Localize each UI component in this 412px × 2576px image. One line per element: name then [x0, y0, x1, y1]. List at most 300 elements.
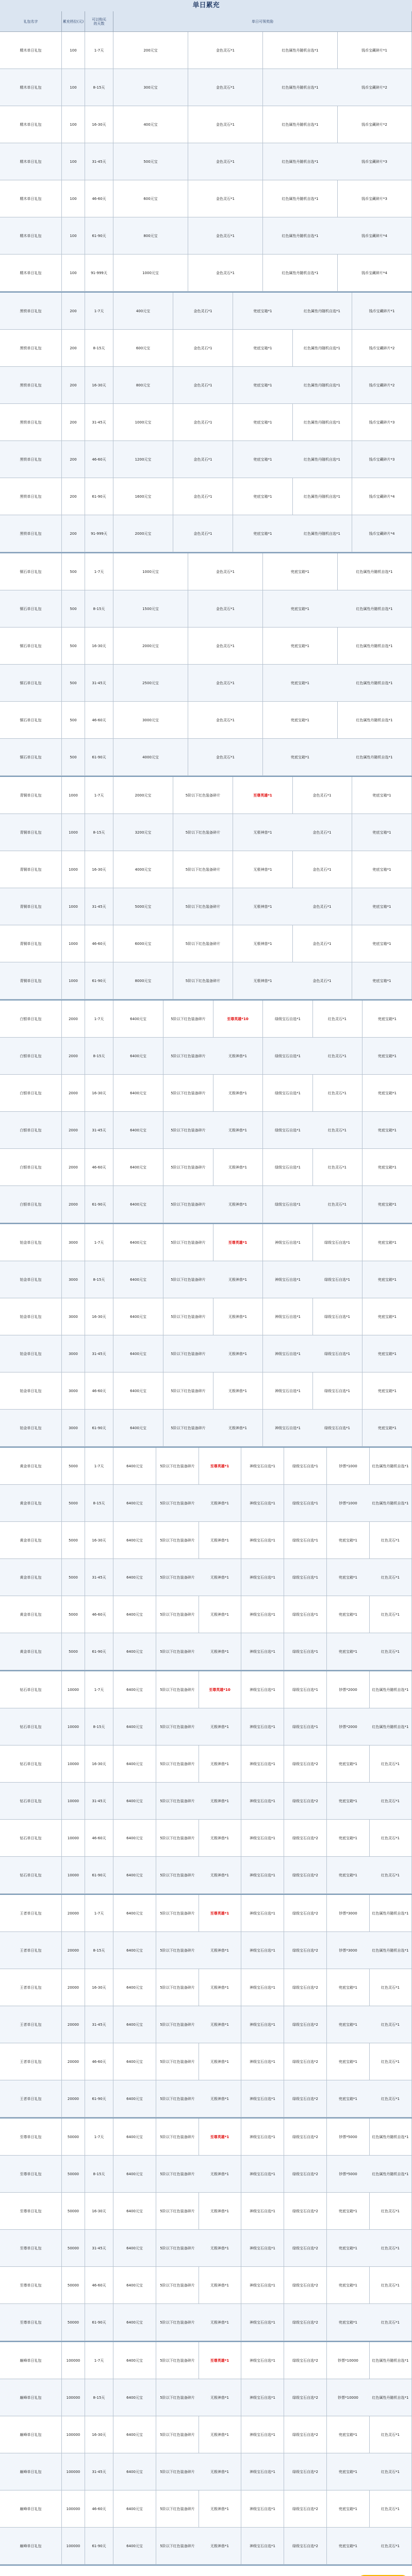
pack-amount: 500 [62, 553, 85, 590]
reward-item: 兜底宝箱*1 [233, 330, 293, 367]
reward-item: 神级宝石自选*1 [241, 2043, 284, 2080]
reward-item: 5阶以下红色装备碎片 [163, 1298, 213, 1335]
reward-item: 神级宝石自选*1 [263, 1335, 313, 1372]
reward-item: 5阶以下红色装备碎片 [156, 2490, 199, 2528]
reward-item: 兜底宝箱*1 [362, 1001, 412, 1038]
reward-item: 绿级宝石自选*2 [284, 1969, 327, 2006]
reward-item: 金色灵石*1 [173, 441, 233, 478]
reward-item: 红色属性丹随机自选*1 [263, 143, 338, 180]
pack-name: 钻石单日礼包 [0, 1783, 62, 1820]
pack-days: 16-30天 [85, 628, 113, 665]
reward-item: 红色灵石*1 [369, 1857, 412, 1894]
pack-name: 黑铁单日礼包 [0, 441, 62, 478]
pack-amount: 2000 [62, 1038, 85, 1075]
table-row [0, 739, 412, 776]
reward-item: 兜底宝箱*1 [327, 2080, 370, 2117]
pack-name: 王者单日礼包 [0, 2080, 62, 2117]
pack-amount: 10000 [62, 1671, 85, 1708]
reward-item: 600元宝 [113, 180, 188, 217]
reward-item: 400元宝 [113, 293, 173, 330]
pack-name: 巅峰单日礼包 [0, 2379, 62, 2416]
table-row [0, 1708, 412, 1745]
pack-days: 16-30天 [85, 1522, 113, 1559]
reward-item: 绿级宝石自选*1 [284, 1708, 327, 1745]
pack-amount: 100000 [62, 2490, 85, 2528]
reward-item: 6400元宝 [113, 1559, 156, 1596]
reward-item: 300元宝 [113, 69, 188, 106]
table-row [0, 628, 412, 665]
reward-item: 钞票*10000 [327, 2379, 370, 2416]
reward-item: 兜底宝箱*1 [362, 1186, 412, 1223]
reward-item: 红色属性丹随机自选*1 [337, 628, 412, 665]
pack-days: 31-45天 [85, 1335, 113, 1372]
table-row [0, 1112, 412, 1149]
pack-amount: 2000 [62, 1112, 85, 1149]
table-row [0, 1820, 412, 1857]
pack-amount: 200 [62, 478, 85, 515]
reward-item: 无极神兽*1 [199, 2156, 241, 2193]
reward-item: 5阶以下红色装备碎片 [156, 1857, 199, 1894]
table-row [0, 106, 412, 143]
pack-days: 16-30天 [85, 1298, 113, 1335]
pack-days: 31-45天 [85, 2230, 113, 2267]
pack-name: 黄金单日礼包 [0, 1448, 62, 1485]
reward-item: 红色灵石*1 [369, 2528, 412, 2565]
pack-days: 61-90天 [85, 2528, 113, 2565]
pack-amount: 500 [62, 665, 85, 702]
reward-item: 1600元宝 [113, 478, 173, 515]
pack-amount: 3000 [62, 1372, 85, 1410]
pack-amount: 1000 [62, 851, 85, 888]
pack-name: 青铜单日礼包 [0, 888, 62, 925]
pack-days: 1-7天 [85, 1224, 113, 1261]
reward-item: 5阶以下红色装备碎片 [156, 2080, 199, 2117]
pack-name: 精木单日礼包 [0, 69, 62, 106]
reward-item: 神级宝石自选*1 [241, 1559, 284, 1596]
pack-name: 至尊单日礼包 [0, 2119, 62, 2156]
pack-days: 31-45天 [85, 1783, 113, 1820]
table-row [0, 702, 412, 739]
reward-item: 5阶以下红色装备碎片 [156, 1671, 199, 1708]
pack-amount: 3000 [62, 1335, 85, 1372]
pack-days: 16-30天 [85, 2416, 113, 2453]
reward-item: 金色灵石*1 [292, 814, 352, 851]
reward-item: 2000元宝 [113, 515, 173, 552]
reward-item: 钱币宝藏碎片*2 [352, 330, 412, 367]
pack-amount: 5000 [62, 1559, 85, 1596]
reward-item: 6400元宝 [113, 1857, 156, 1894]
reward-item: 6400元宝 [113, 2304, 156, 2341]
table-row [0, 2156, 412, 2193]
reward-item: 绿级宝石自选*2 [284, 1895, 327, 1932]
reward-item: 6400元宝 [113, 2453, 156, 2490]
pack-days: 61-90天 [85, 1186, 113, 1223]
reward-item: 神级宝石自选*1 [263, 1298, 313, 1335]
table-row [0, 404, 412, 441]
reward-item: 5阶以下红色装备碎片 [173, 814, 233, 851]
reward-item: 红色属性丹随机自选*1 [292, 478, 352, 515]
reward-item: 钱币宝藏碎片*4 [352, 515, 412, 552]
pack-amount: 500 [62, 702, 85, 739]
reward-item: 红色灵石*1 [312, 1038, 362, 1075]
table-row [0, 925, 412, 962]
pack-days: 46-60天 [85, 925, 113, 962]
reward-item: 5阶以下红色装备碎片 [163, 1149, 213, 1186]
reward-item: 兜底宝箱*1 [233, 293, 293, 330]
pack-amount: 50000 [62, 2304, 85, 2341]
pack-days: 61-90天 [85, 2080, 113, 2117]
reward-item: 金色灵石*1 [188, 739, 263, 776]
reward-item: 红色属性丹随机自选*1 [337, 590, 412, 628]
reward-item: 绿级宝石自选*2 [284, 1820, 327, 1857]
reward-item: 6400元宝 [113, 1448, 156, 1485]
reward-item: 兜底宝箱*1 [327, 1969, 370, 2006]
reward-item: 红色灵石*1 [369, 2193, 412, 2230]
pack-days: 16-30天 [85, 1969, 113, 2006]
pack-amount: 1000 [62, 777, 85, 814]
pack-amount: 500 [62, 590, 85, 628]
reward-item: 红色灵石*1 [369, 1783, 412, 1820]
reward-item: 金色灵石*1 [188, 69, 263, 106]
reward-item: 绿级宝石自选*1 [312, 1335, 362, 1372]
reward-item: 无极神兽*1 [199, 1857, 241, 1894]
pack-name: 黄金单日礼包 [0, 1559, 62, 1596]
reward-item: 神级宝石自选*1 [241, 2193, 284, 2230]
pack-amount: 10000 [62, 1820, 85, 1857]
reward-item: 6400元宝 [113, 1671, 156, 1708]
reward-item: 8000元宝 [113, 962, 173, 999]
reward-item: 无极神兽*1 [213, 1112, 263, 1149]
reward-item: 5阶以下红色装备碎片 [156, 2193, 199, 2230]
reward-item: 6400元宝 [113, 1001, 163, 1038]
reward-item: 绿级宝石自选*1 [312, 1372, 362, 1410]
pack-days: 1-7天 [85, 1001, 113, 1038]
reward-item: 兜底宝箱*1 [327, 1820, 370, 1857]
table-row [0, 1186, 412, 1223]
header-name: 礼包名字 [0, 11, 62, 32]
reward-item: 红色灵石*1 [369, 2416, 412, 2453]
reward-item: 神级宝石自选*1 [241, 1596, 284, 1633]
reward-item: 6400元宝 [113, 1112, 163, 1149]
pack-name: 铜石单日礼包 [0, 739, 62, 776]
table-row [0, 143, 412, 180]
reward-item: 无极神兽*1 [199, 1708, 241, 1745]
reward-item: 无极神兽*1 [199, 2379, 241, 2416]
reward-item: 神级宝石自选*1 [241, 2156, 284, 2193]
reward-item: 无极神兽*1 [213, 1038, 263, 1075]
pack-days: 16-30天 [85, 2193, 113, 2230]
pack-name: 铂金单日礼包 [0, 1335, 62, 1372]
reward-item: 6400元宝 [113, 1932, 156, 1969]
reward-item: 神级宝石自选*1 [241, 1522, 284, 1559]
reward-item: 金色灵石*1 [188, 553, 263, 590]
reward-item: 5阶以下红色装备碎片 [156, 2230, 199, 2267]
reward-item: 5阶以下红色装备碎片 [156, 2267, 199, 2304]
pack-name: 钻石单日礼包 [0, 1857, 62, 1894]
reward-item: 钱币宝藏碎片*3 [352, 404, 412, 441]
reward-item: 兜底宝箱*1 [362, 1372, 412, 1410]
pack-days: 8-15天 [85, 814, 113, 851]
reward-item: 神级宝石自选*1 [241, 1708, 284, 1745]
reward-item: 红色属性丹随机自选*1 [292, 515, 352, 552]
table-row [0, 2342, 412, 2379]
pack-days: 1-7天 [85, 2119, 113, 2156]
reward-item: 兜底宝箱*1 [352, 851, 412, 888]
pack-days: 31-45天 [85, 1559, 113, 1596]
reward-item: 6400元宝 [113, 1075, 163, 1112]
reward-item: 绿级宝石自选*2 [284, 2156, 327, 2193]
pack-name: 白银单日礼包 [0, 1038, 62, 1075]
reward-item: 红色灵石*1 [369, 1559, 412, 1596]
pack-name: 黑铁单日礼包 [0, 367, 62, 404]
reward-item: 金色灵石*1 [188, 32, 263, 69]
pack-amount: 200 [62, 441, 85, 478]
reward-item: 无极神兽*1 [213, 1335, 263, 1372]
pack-amount: 50000 [62, 2267, 85, 2304]
reward-item: 兜底宝箱*1 [362, 1298, 412, 1335]
reward-item: 5阶以下红色装备碎片 [156, 2528, 199, 2565]
pack-name: 钻石单日礼包 [0, 1708, 62, 1745]
reward-item: 5阶以下红色装备碎片 [163, 1410, 213, 1447]
reward-item: 兜底宝箱*1 [233, 515, 293, 552]
reward-item: 钱币宝藏碎片*2 [337, 69, 412, 106]
reward-item: 5阶以下红色装备碎片 [156, 2416, 199, 2453]
pack-days: 46-60天 [85, 1596, 113, 1633]
reward-item: 神级宝石自选*1 [241, 1448, 284, 1485]
pack-amount: 10000 [62, 1857, 85, 1894]
reward-item: 绿级宝石自选*2 [284, 2528, 327, 2565]
reward-item: 6400元宝 [113, 2379, 156, 2416]
group-divider [0, 2565, 412, 2566]
pack-days: 8-15天 [85, 1932, 113, 1969]
pack-days: 1-7天 [85, 1895, 113, 1932]
reward-item: 6400元宝 [113, 1522, 156, 1559]
reward-item: 兜底宝箱*1 [352, 888, 412, 925]
reward-item: 绿级宝石自选*2 [284, 2490, 327, 2528]
pack-amount: 3000 [62, 1298, 85, 1335]
reward-item: 兜底宝箱*1 [233, 404, 293, 441]
pack-name: 精木单日礼包 [0, 180, 62, 217]
table-row [0, 1448, 412, 1485]
reward-item: 5阶以下红色装备碎片 [173, 925, 233, 962]
reward-item: 红色属性丹随机自选*1 [263, 32, 338, 69]
reward-item: 1000元宝 [113, 255, 188, 292]
reward-item: 600元宝 [113, 330, 173, 367]
pack-days: 61-90天 [85, 2304, 113, 2341]
pack-days: 91-999天 [85, 255, 113, 292]
reward-item: 无极神兽*1 [199, 1596, 241, 1633]
reward-item: 无极神兽*1 [199, 1783, 241, 1820]
pack-name: 铜石单日礼包 [0, 590, 62, 628]
reward-item: 绿级宝石自选*2 [284, 2080, 327, 2117]
reward-item: 至尊英雄*1 [233, 777, 293, 814]
reward-item: 钞票*10000 [327, 2342, 370, 2379]
reward-item: 兜底宝箱*1 [327, 1783, 370, 1820]
reward-item: 无极神兽*1 [213, 1075, 263, 1112]
reward-item: 4000元宝 [113, 851, 173, 888]
reward-item: 至尊英雄*1 [199, 2342, 241, 2379]
reward-item: 5阶以下红色装备碎片 [156, 1932, 199, 1969]
reward-item: 绿级宝石自选*2 [284, 1745, 327, 1783]
reward-item: 兜底宝箱*1 [327, 1857, 370, 1894]
reward-item: 5阶以下红色装备碎片 [163, 1112, 213, 1149]
reward-item: 800元宝 [113, 367, 173, 404]
reward-item: 金色灵石*1 [173, 367, 233, 404]
reward-item: 钱币宝藏碎片*2 [352, 367, 412, 404]
table-header [0, 11, 412, 32]
pack-amount: 100000 [62, 2528, 85, 2565]
reward-item: 绿级宝石自选*1 [284, 1633, 327, 1670]
pack-days: 8-15天 [85, 2156, 113, 2193]
reward-item: 5阶以下红色装备碎片 [156, 1596, 199, 1633]
pack-days: 31-45天 [85, 404, 113, 441]
reward-item: 红色灵石*1 [369, 2230, 412, 2267]
reward-item: 5阶以下红色装备碎片 [173, 888, 233, 925]
table-row [0, 1075, 412, 1112]
table-row [0, 32, 412, 69]
reward-item: 红色灵石*1 [369, 2080, 412, 2117]
reward-item: 金色灵石*1 [188, 255, 263, 292]
table-row [0, 1038, 412, 1075]
reward-item: 红色属性丹随机自选*1 [369, 1671, 412, 1708]
pack-name: 白银单日礼包 [0, 1149, 62, 1186]
reward-item: 绿级宝石自选*2 [284, 2267, 327, 2304]
table-row [0, 590, 412, 628]
reward-item: 红色灵石*1 [369, 2304, 412, 2341]
reward-item: 神级宝石自选*1 [241, 1932, 284, 1969]
reward-item: 神级宝石自选*1 [241, 2119, 284, 2156]
reward-item: 至尊英雄*10 [199, 1671, 241, 1708]
pack-days: 16-30天 [85, 851, 113, 888]
reward-item: 神级宝石自选*1 [241, 2379, 284, 2416]
reward-item: 6400元宝 [113, 1372, 163, 1410]
pack-amount: 100000 [62, 2379, 85, 2416]
pack-days: 46-60天 [85, 702, 113, 739]
reward-item: 红色属性丹随机自选*1 [263, 217, 338, 255]
reward-item: 6400元宝 [113, 1298, 163, 1335]
reward-item: 绿级宝石自选*1 [284, 1522, 327, 1559]
pack-amount: 20000 [62, 2006, 85, 2043]
reward-item: 钞票*3000 [327, 1932, 370, 1969]
reward-item: 绿级宝石自选*2 [284, 1783, 327, 1820]
reward-item: 兜底宝箱*1 [327, 2267, 370, 2304]
pack-amount: 1000 [62, 888, 85, 925]
reward-item: 5阶以下红色装备碎片 [173, 962, 233, 999]
table-row [0, 1485, 412, 1522]
reward-item: 6400元宝 [113, 1596, 156, 1633]
reward-item: 无极神兽*1 [199, 1969, 241, 2006]
reward-item: 无极神兽*1 [233, 962, 293, 999]
reward-item: 神级宝石自选*1 [241, 2528, 284, 2565]
reward-item: 绿级宝石自选*1 [284, 1559, 327, 1596]
pack-name: 黑铁单日礼包 [0, 293, 62, 330]
pack-name: 白银单日礼包 [0, 1075, 62, 1112]
reward-item: 绿级宝石自选*1 [263, 1112, 313, 1149]
reward-item: 2000元宝 [113, 777, 173, 814]
reward-item: 兜底宝箱*1 [263, 702, 338, 739]
reward-item: 绿级宝石自选*2 [284, 2006, 327, 2043]
table-row [0, 217, 412, 255]
table-row [0, 2379, 412, 2416]
reward-item: 钱币宝藏碎片*2 [337, 106, 412, 143]
pack-name: 精木单日礼包 [0, 106, 62, 143]
reward-item: 无极神兽*1 [199, 1559, 241, 1596]
pack-days: 46-60天 [85, 2490, 113, 2528]
pack-name: 巅峰单日礼包 [0, 2490, 62, 2528]
reward-item: 至尊英雄*1 [199, 1895, 241, 1932]
reward-item: 6400元宝 [113, 2490, 156, 2528]
table-row [0, 2193, 412, 2230]
reward-item: 兜底宝箱*1 [233, 367, 293, 404]
pack-days: 46-60天 [85, 1372, 113, 1410]
pack-amount: 200 [62, 330, 85, 367]
reward-item: 兜底宝箱*1 [327, 2193, 370, 2230]
reward-item: 红色灵石*1 [369, 1745, 412, 1783]
reward-item: 绿级宝石自选*2 [284, 2342, 327, 2379]
pack-amount: 500 [62, 628, 85, 665]
reward-item: 6000元宝 [113, 925, 173, 962]
pack-days: 31-45天 [85, 143, 113, 180]
reward-item: 5阶以下红色装备碎片 [156, 1522, 199, 1559]
reward-item: 绿级宝石自选*1 [284, 1485, 327, 1522]
pack-amount: 5000 [62, 1448, 85, 1485]
reward-item: 神级宝石自选*1 [241, 1633, 284, 1670]
reward-item: 无极神兽*1 [199, 2304, 241, 2341]
pack-days: 1-7天 [85, 2342, 113, 2379]
table-row [0, 665, 412, 702]
pack-days: 8-15天 [85, 330, 113, 367]
pack-amount: 10000 [62, 1708, 85, 1745]
table-row [0, 1522, 412, 1559]
pack-amount: 20000 [62, 1932, 85, 1969]
reward-item: 5阶以下红色装备碎片 [156, 1783, 199, 1820]
pack-days: 31-45天 [85, 888, 113, 925]
table-row [0, 1335, 412, 1372]
reward-item: 5阶以下红色装备碎片 [156, 1633, 199, 1670]
reward-item: 无极神兽*1 [199, 1485, 241, 1522]
pack-days: 31-45天 [85, 665, 113, 702]
pack-name: 精木单日礼包 [0, 217, 62, 255]
reward-item: 兜底宝箱*1 [362, 1075, 412, 1112]
pack-name: 铂金单日礼包 [0, 1298, 62, 1335]
pack-name: 至尊单日礼包 [0, 2230, 62, 2267]
pack-name: 铜石单日礼包 [0, 665, 62, 702]
table-row [0, 962, 412, 999]
reward-item: 兜底宝箱*1 [327, 2006, 370, 2043]
table-row [0, 2453, 412, 2490]
pack-name: 铂金单日礼包 [0, 1261, 62, 1298]
reward-item: 500元宝 [113, 143, 188, 180]
reward-item: 无极神兽*1 [199, 2006, 241, 2043]
reward-item: 神级宝石自选*1 [241, 1745, 284, 1783]
reward-item: 红色属性丹随机自选*1 [337, 739, 412, 776]
table-row [0, 1224, 412, 1261]
reward-item: 兜底宝箱*1 [327, 1559, 370, 1596]
reward-item: 神级宝石自选*1 [241, 2230, 284, 2267]
reward-item: 兜底宝箱*1 [352, 777, 412, 814]
reward-item: 金色灵石*1 [188, 106, 263, 143]
table-row [0, 1783, 412, 1820]
reward-item: 兜底宝箱*1 [327, 1633, 370, 1670]
pack-amount: 100000 [62, 2453, 85, 2490]
reward-item: 绿级宝石自选*2 [284, 2119, 327, 2156]
pack-name: 巅峰单日礼包 [0, 2342, 62, 2379]
reward-item: 兜底宝箱*1 [327, 2490, 370, 2528]
reward-item: 6400元宝 [113, 1224, 163, 1261]
reward-item: 神级宝石自选*1 [241, 2304, 284, 2341]
reward-item: 神级宝石自选*1 [263, 1372, 313, 1410]
reward-item: 无极神兽*1 [213, 1149, 263, 1186]
